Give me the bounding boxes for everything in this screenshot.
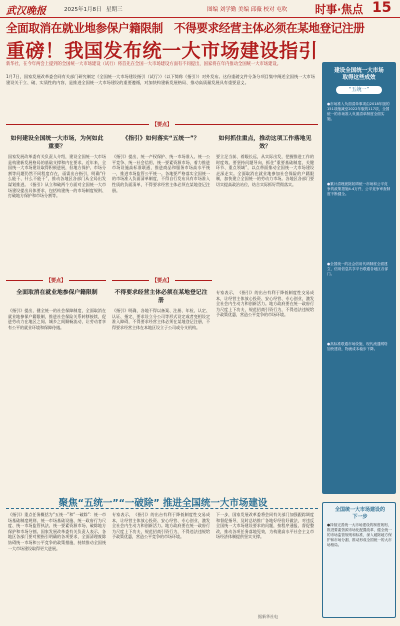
issue-date: 2025年1月8日 (64, 7, 102, 13)
column-text: 国家发展改革委有关负责人介绍，建设全国统一大市场是构建新发展格局的基础支撑和内在要求。近年来，全国统一大市场建设取得积极进展，但地方保护、市场分割等问题仍然不同程度存在，亟需出台指引，明确“什么能干、什么不能干”，推动各地区各部门从全局出发谋划推进。《指引》从立和破两个方面对全国统一大市场建设提出具体要求，包括构建统一的市场制度规则、打破地方保护和市场分割等。 (8, 154, 106, 199)
sidebar (322, 62, 396, 618)
point-title: 不得要求经营主体必须在某地登记注册 (114, 290, 208, 304)
page-number: 15 (372, 0, 392, 16)
column-question: 如何抓住重点，推动这项工作落地见效？ (218, 136, 312, 150)
section-two-text: 下一步，国家发展改革委将会同有关部门加强跟踪调度和督促指导，及时总结推广各地好经验好做法，对违反全国统一大市场建设要求的问题，按程序通报、督促整改，推动各项任务落地见效，为构建高水平社会主义市场经济体制提供坚实支撑。 (216, 512, 314, 540)
column-question: 如何建设全国统一大市场，为何如此重要？ (10, 136, 104, 150)
sidebar-item: ●市场准入负面清单事项由2018年版的151项缩减至2022年版的117项，全国统一的市场准入负面清单制度全面实施。 (327, 102, 390, 121)
sidebar-achievements-box (322, 62, 396, 494)
lead-body: 1月7日，国家发展改革委会同有关部门研究制定《全国统一大市场建设指引（试行）》（以下简称《指引》）对外发布。这份重磅文件分条分项目集中阐述全国统一大市场建设关于立、破、实质性的内容，是推进全国统一大市场建设的重要遵循，对加快构建新发展格局、推动高质量发展具有重要意义。 (6, 74, 315, 85)
editor-credits: 图编 刘学勤 美编 邱薇 校对 屯吹 (207, 7, 288, 13)
point-title: 全面取消在就业地参保户籍限制 (16, 290, 98, 296)
column-text: 《指引》提出，统一产权保护、统一市场准入、统一公平竞争、统一社会信用、统一要素资源市场，着力推进市场设施高标准联通，推进商品和服务市场高水平统一，推进市场监管公平统一。各地要严格落实全国统一的市场准入负面清单制度，不得自行发布具有市场准入性质的负面清单，不得要求经营主体必须在某地登记注册。 (112, 154, 210, 193)
byline: 据新华社电 (258, 614, 278, 619)
section-two-rule (6, 508, 318, 509)
sidebar-next-title: 全国统一大市场建设的 下一步 (334, 507, 385, 520)
key-points-label: 【要点】 (149, 277, 175, 284)
point-text: 《指引》提出，健全统一的社会保障制度，全面取消在就业地参保户籍限制，推进社会保险关系转移接续，促进劳动力在地区之间、城乡之间顺畅流动，让劳动者享有公平的就业环境和保障待遇。 (8, 308, 106, 330)
sidebar-item: ●高标准联通市场设施，现代流通网络加快建设，物流成本稳步下降。 (327, 342, 388, 351)
key-points-divider (6, 124, 318, 131)
section-two-title: 聚焦“五统一”“一破除” 推进全国统一大市场建设 (58, 498, 268, 509)
point-text: 《指引》明确，各地不得以备案、注册、年检、认定、认证、指定、要求设立分公司等形式设定或者变相设定准入障碍，不得要求经营主体必须在某地登记注册，不得要求经营主体在本地区设立子公司或分支机构。 (112, 308, 210, 330)
sidebar-next-text: ●持续完善统一大市场建设的制度规则，推进要素资源市场化配置改革，健全统一的市场监管规则和标准，深入破除地方保护和市场分割，推动形成全国统一的大市场格局。 (327, 523, 392, 547)
subheadline: 全面取消在就业地参保户籍限制 不得要求经营主体必须在某地登记注册 (6, 21, 365, 35)
column-text: 要立足当前、着眼长远，从实际出发，把握推进工作的时度效。要坚持问题导向，抓住“重要基础制度、关键环节、重点领域”，以点带面推动全国统一大市场建设走深走实。全面取消在就业地参加社会保险的户籍限制，加快建立全国统一的劳动力市场。各地区各部门要切实提高政治站位，结合实际抓好贯彻落实。 (216, 154, 314, 187)
key-points-divider (112, 280, 212, 287)
sidebar-item: ●累计清理废除妨碍统一市场和公平竞争的政策措施4.4万件，公平竞争审查制度不断健全。 (327, 182, 391, 196)
sidebar-title: 建设全国统一大市场 取得这些成效 (334, 68, 384, 81)
headline: 重磅！我国发布统一大市场建设指引 (6, 40, 319, 62)
sidebar-next-steps-box (322, 502, 396, 618)
sidebar-subtitle: “五统一” (336, 86, 382, 94)
key-points-label: 【要点】 (149, 121, 175, 128)
section-title: 时事·焦点 (315, 3, 364, 16)
lead-paragraph: 新华社，在今年两会上提到的全国统一大市场建设（试行）将首先在全国一大市场建设方面有不同提出，国家将在年内推动全国统一大市场建设。 (6, 62, 281, 67)
masthead (0, 0, 400, 18)
column-question: 《指引》如何落实“五统一”？ (122, 136, 200, 142)
section-two-text: 《指引》重点任务概括为“五统一”和“一破除”：统一市场基础制度规则、统一市场基础设施、统一政府行为尺度、统一市场监管执法、统一要素资源市场，破除地方保护和市场分割。国家发展改革委有关负责人表示，各地区各部门要对照指引明确的各项要求，全面清理废除妨碍统一市场和公平竞争的政策措施，持续推动全国统一大市场建设取得更大进展。 (8, 512, 106, 551)
section-two-text: 专家表示，《指引》的出台有利于降低制度性交易成本，让经营主体放心投资、安心经营、专心创业，激发全社会内生动力和创新活力。地方政府要在统一政府行为尺度上下功夫，规范招商引资行为，不得违法违规给予政策优惠，营造公平竞争的市场环境。 (112, 512, 210, 540)
sidebar-item: ●全国统一的社会信用代码制度全面建立，信用信息共享平台联通各地区各部门。 (327, 262, 389, 276)
paper-name: 武汉晚报 (6, 6, 46, 17)
key-points-label: 【要点】 (43, 277, 69, 284)
issue-weekday: 星期三 (106, 7, 123, 13)
key-points-divider (6, 280, 106, 287)
column-text: 专家表示，《指引》的出台有利于降低制度性交易成本，让经营主体放心投资、安心经营、专心创业，激发全社会内生动力和创新活力。地方政府要在统一政府行为尺度上下功夫，规范招商引资行为，不得违法违规给予政策优惠，营造公平竞争的市场环境。 (216, 290, 314, 318)
